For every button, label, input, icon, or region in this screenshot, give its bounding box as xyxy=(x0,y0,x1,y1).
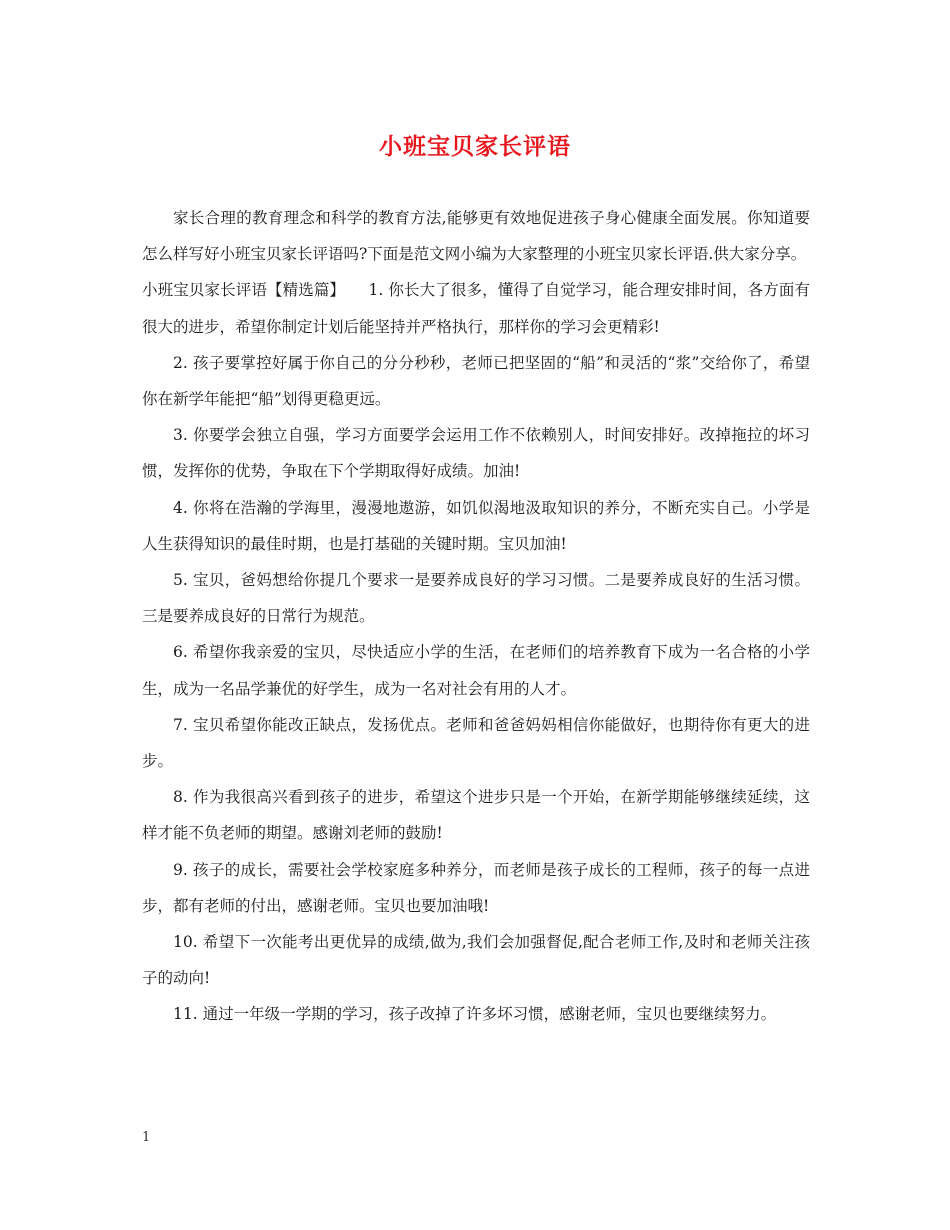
list-item-9: 9. 孩子的成长，需要社会学校家庭多种养分，而老师是孩子成长的工程师，孩子的每一点进步，都有老师的付出，感谢老师。宝贝也要加油哦! xyxy=(142,860,810,915)
page-number: 1 xyxy=(142,1130,151,1145)
list-item-11: 11. 通过一年级一学期的学习，孩子改掉了许多坏习惯，感谢老师，宝贝也要继续努力。 xyxy=(173,1005,777,1024)
list-item-5: 5. 宝贝，爸妈想给你提几个要求一是要养成良好的学习习惯。二是要养成良好的生活习惯。三是要养成良好的日常行为规范。 xyxy=(142,571,810,626)
page-title: 小班宝贝家长评语 xyxy=(379,133,571,160)
list-item-7: 7. 宝贝希望你能改正缺点，发扬优点。老师和爸爸妈妈相信你能做好，也期待你有更大的进步。 xyxy=(142,715,810,771)
intro-paragraph: 家长合理的教育理念和科学的教育方法,能够更有效地促进孩子身心健康全面发展。你知道要怎么样写好小班宝贝家长评语吗?下面是范文网小编为大家整理的小班宝贝家长评语.供大家分享。 xyxy=(142,209,810,264)
list-item-8: 8. 作为我很高兴看到孩子的进步，希望这个进步只是一个开始，在新学期能够继续延续，这样才能不负老师的期望。感谢刘老师的鼓励! xyxy=(142,788,810,843)
list-item-6: 6. 希望你我亲爱的宝贝，尽快适应小学的生活，在老师们的培养教育下成为一名合格的小学生，成为一名品学兼优的好学生，成为一名对社会有用的人才。 xyxy=(142,643,810,698)
list-item-10: 10. 希望下一次能考出更优异的成绩,做为,我们会加强督促,配合老师工作,及时和老师关注孩子的动向! xyxy=(142,933,810,988)
document-body xyxy=(142,200,810,1033)
section-heading-paragraph: 小班宝贝家长评语【精选篇】 1. 你长大了很多，懂得了自觉学习，能合理安排时间，各方面有很大的进步，希望你制定计划后能坚持并严格执行，那样你的学习会更精彩! xyxy=(142,281,810,336)
list-item-2: 2. 孩子要掌控好属于你自己的分分秒秒，老师已把坚固的“船”和灵活的“浆”交给你了，希望你在新学年能把“船”划得更稳更远。 xyxy=(142,353,810,409)
list-item-4: 4. 你将在浩瀚的学海里，漫漫地遨游，如饥似渴地汲取知识的养分，不断充实自己。小学是人生获得知识的最佳时期，也是打基础的关键时期。宝贝加油! xyxy=(142,498,810,553)
list-item-3: 3. 你要学会独立自强，学习方面要学会运用工作不依赖别人，时间安排好。改掉拖拉的坏习惯，发挥你的优势，争取在下个学期取得好成绩。加油! xyxy=(142,426,810,481)
